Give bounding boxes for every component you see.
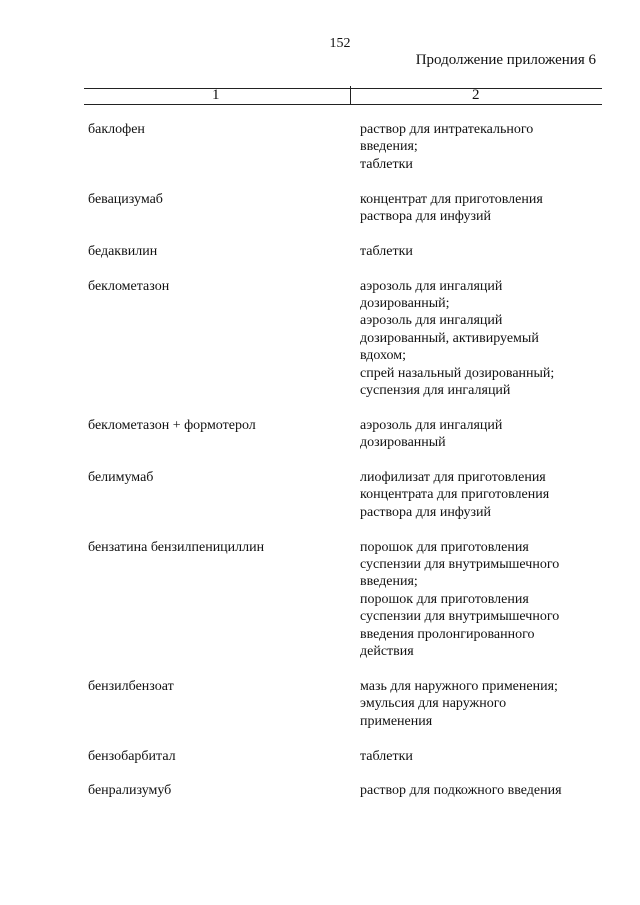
header-top-rule	[84, 88, 602, 89]
table-row	[88, 278, 598, 400]
dosage-form-line: порошок для приготовления	[360, 591, 529, 607]
dosage-form-line: введения;	[360, 574, 418, 590]
dosage-form-line: суспензии для внутримышечного	[360, 557, 560, 573]
table-row	[88, 539, 598, 661]
dosage-form-line: применения	[360, 713, 433, 729]
table-row	[88, 417, 598, 452]
drug-name-cell: бевацизумаб	[88, 191, 163, 207]
dosage-form-line: введения;	[360, 139, 418, 155]
dosage-form-line: раствор для подкожного введения	[360, 783, 562, 799]
drug-name-cell: бедаквилин	[88, 243, 158, 259]
header-column-divider	[350, 86, 351, 104]
dosage-form-line: суспензия для ингаляций	[360, 383, 511, 399]
dosage-form-line: раствор для интратекального	[360, 122, 534, 137]
table-row	[88, 243, 598, 260]
drug-name-cell: бенрализумуб	[88, 783, 172, 799]
dosage-form-line: дозированный, активируемый	[360, 330, 539, 346]
drug-table-body	[88, 121, 598, 817]
table-row	[88, 469, 598, 521]
dosage-form-line: суспензии для внутримышечного	[360, 609, 560, 625]
dosage-forms-cell	[360, 121, 598, 173]
drug-name-cell: беклометазон + формотерол	[88, 417, 256, 433]
dosage-form-line: раствора для инфузий	[360, 504, 492, 520]
dosage-form-line: лиофилизат для приготовления	[360, 470, 546, 486]
header-bottom-rule	[84, 104, 602, 105]
table-row	[88, 678, 598, 730]
dosage-form-line: таблетки	[360, 156, 413, 172]
dosage-form-line: дозированный	[360, 435, 446, 451]
dosage-forms-cell	[360, 469, 598, 521]
dosage-forms-cell	[360, 748, 598, 765]
page-number: 152	[329, 36, 351, 51]
drug-name-cell: беклометазон	[88, 278, 170, 294]
dosage-forms-cell	[360, 243, 598, 260]
table-row	[88, 121, 598, 173]
dosage-form-line: эмульсия для наружного	[360, 696, 507, 712]
column-1-header: 1	[212, 87, 220, 103]
table-row	[88, 782, 598, 799]
dosage-form-line: аэрозоль для ингаляций	[360, 417, 503, 433]
dosage-forms-cell	[360, 278, 598, 400]
dosage-form-line: таблетки	[360, 243, 413, 259]
dosage-forms-cell	[360, 782, 598, 799]
dosage-form-line: порошок для приготовления	[360, 539, 529, 555]
dosage-form-line: спрей назальный дозированный;	[360, 365, 555, 381]
dosage-form-line: введения пролонгированного	[360, 626, 535, 642]
dosage-form-line: вдохом;	[360, 348, 406, 364]
drug-name-cell: бензатина бензилпенициллин	[88, 539, 265, 555]
table-header	[84, 86, 602, 104]
table-row	[88, 191, 598, 226]
dosage-form-line: аэрозоль для ингаляций	[360, 313, 503, 329]
dosage-form-line: дозированный;	[360, 296, 450, 312]
column-2-header: 2	[472, 87, 480, 103]
drug-name-cell: бензобарбитал	[88, 748, 176, 764]
drug-name-cell: баклофен	[88, 122, 145, 137]
drug-name-cell: бензилбензоат	[88, 678, 174, 694]
drug-name-cell: белимумаб	[88, 470, 154, 486]
dosage-form-line: концентрата для приготовления	[360, 487, 550, 503]
dosage-form-line: таблетки	[360, 748, 413, 764]
dosage-form-line: концентрат для приготовления	[360, 191, 543, 207]
dosage-form-line: аэрозоль для ингаляций	[360, 278, 503, 294]
dosage-forms-cell	[360, 539, 598, 661]
table-row	[88, 748, 598, 765]
appendix-continuation-label: Продолжение приложения 6	[415, 52, 596, 68]
dosage-form-line: мазь для наружного применения;	[360, 678, 558, 694]
dosage-form-line: раствора для инфузий	[360, 209, 492, 225]
dosage-forms-cell	[360, 417, 598, 452]
dosage-forms-cell	[360, 191, 598, 226]
dosage-forms-cell	[360, 678, 598, 730]
dosage-form-line: действия	[360, 644, 414, 660]
